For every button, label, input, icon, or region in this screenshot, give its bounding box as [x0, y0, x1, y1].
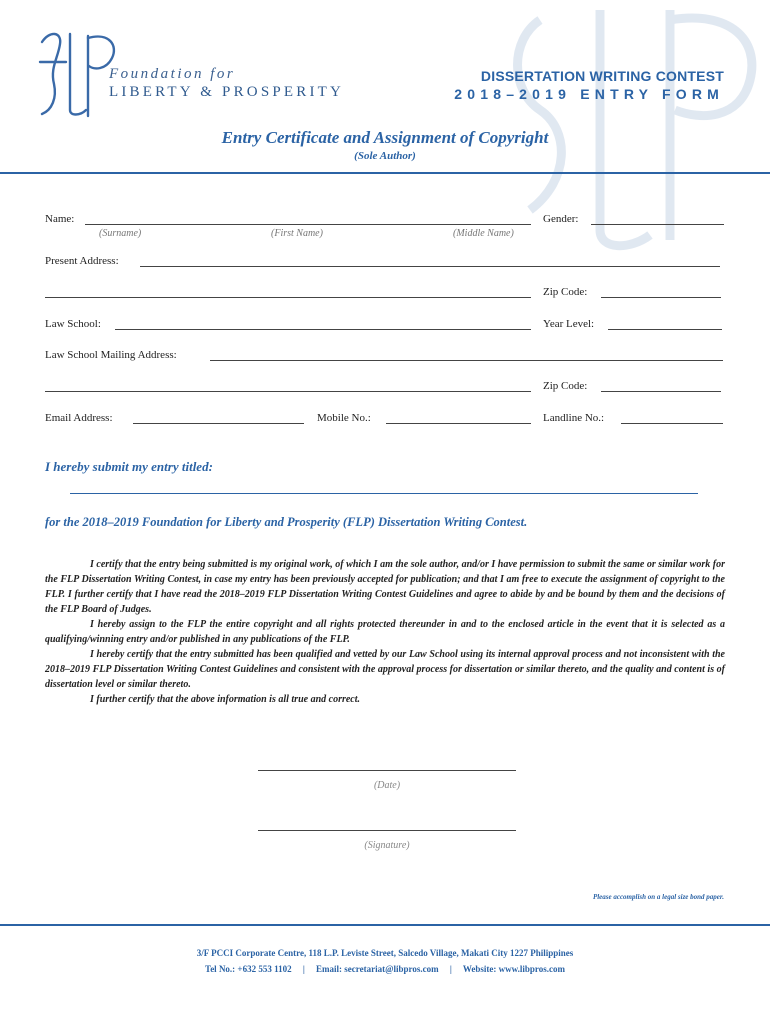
gender-field[interactable]: [591, 224, 724, 225]
footer-address: 3/F PCCI Corporate Centre, 118 L.P. Leviste Street, Salcedo Village, Makati City 1227 Philippines: [196, 948, 574, 958]
email-label: Email Address:: [45, 412, 113, 424]
flp-logo: [36, 28, 386, 123]
gender-label: Gender:: [543, 213, 579, 225]
paper-size-note: Please accomplish on a legal size bond paper.: [592, 893, 724, 901]
surname-hint: (Surname): [99, 228, 142, 239]
landline-label: Landline No.:: [543, 412, 605, 424]
year-level-label: Year Level:: [543, 318, 595, 330]
entry-form-title: 2018–2019 ENTRY FORM: [454, 86, 724, 102]
certification-paragraph-2: I hereby assign to the FLP the entire copyright and all rights protected thereunder in and to the enclosed article in the event that it is selected as a qualifying/winning entry and/or published in any publications of the FLP.: [45, 619, 725, 645]
signature-field[interactable]: [258, 830, 516, 831]
flp-monogram: [36, 28, 116, 118]
submission-title: I hereby submit my entry titled:: [45, 459, 213, 474]
certification-text: [45, 557, 725, 707]
first-name-hint: (First Name): [271, 228, 323, 239]
logo-text-liberty-prosperity: LIBERTY & PROSPERITY: [109, 84, 345, 100]
law-school-field[interactable]: [115, 329, 531, 330]
name-field[interactable]: [85, 224, 531, 225]
contest-statement: for the 2018–2019 Foundation for Liberty and Prosperity (FLP) Dissertation Writing Contest.: [45, 515, 528, 529]
certification-paragraph-3: I hereby certify that the entry submitted has been qualified and vetted by our Law School using its internal approval process and not inconsistent with the 2018–2019 FLP Dissertation Writing Contest Guidelines and consistent with the approval process for dissertation or similar thereto, and the quality and content is of dissertation level or similar thereto.: [45, 649, 725, 690]
logo-text-foundation: Foundation for: [109, 66, 236, 82]
date-field[interactable]: [258, 770, 516, 771]
year-level-field[interactable]: [608, 329, 722, 330]
law-school-mailing-line-2-field[interactable]: [45, 391, 531, 392]
zip-code-label-2: Zip Code:: [543, 380, 588, 392]
footer-divider: [0, 924, 770, 926]
certificate-subtitle: (Sole Author): [354, 150, 416, 162]
certification-paragraph-4: I further certify that the above information is all true and correct.: [90, 694, 361, 705]
law-school-mailing-label: Law School Mailing Address:: [45, 349, 177, 361]
name-label: Name:: [45, 213, 75, 225]
date-label: (Date): [373, 780, 401, 791]
signature-label: (Signature): [364, 840, 410, 851]
present-address-line-2-field[interactable]: [45, 297, 531, 298]
zip-code-field-2[interactable]: [601, 391, 721, 392]
footer-contact: Tel No.: +632 553 1102 | Email: secretariat@libpros.com | Website: www.libpros.com: [205, 964, 565, 974]
law-school-mailing-field[interactable]: [210, 360, 723, 361]
certificate-title: Entry Certificate and Assignment of Copyright: [221, 128, 549, 147]
certification-paragraph-1: I certify that the entry being submitted is my original work, of which I am the sole author, and/or I have permission to submit the same or similar work for the FLP Dissertation Writing Contest, in case my entry has been previously accepted for publication; and that I am free to execute the assignment of copyright to the FLP. I further certify that I have read the 2018–2019 FLP Dissertation Writing Contest Guidelines and agree to abide by and be bound by them and the decisions of the FLP Board of Judges.: [45, 559, 725, 615]
mobile-field[interactable]: [386, 423, 531, 424]
entry-title-field[interactable]: [70, 493, 698, 494]
law-school-label: Law School:: [45, 318, 101, 330]
email-field[interactable]: [133, 423, 304, 424]
landline-field[interactable]: [621, 423, 723, 424]
contest-title-block: [454, 68, 724, 102]
zip-code-field-1[interactable]: [601, 297, 721, 298]
present-address-label: Present Address:: [45, 255, 119, 267]
zip-code-label-1: Zip Code:: [543, 286, 588, 298]
mobile-label: Mobile No.:: [317, 412, 371, 424]
contest-title: DISSERTATION WRITING CONTEST: [480, 68, 724, 84]
middle-name-hint: (Middle Name): [453, 228, 514, 239]
present-address-field[interactable]: [140, 266, 720, 267]
header-divider: [0, 172, 770, 174]
